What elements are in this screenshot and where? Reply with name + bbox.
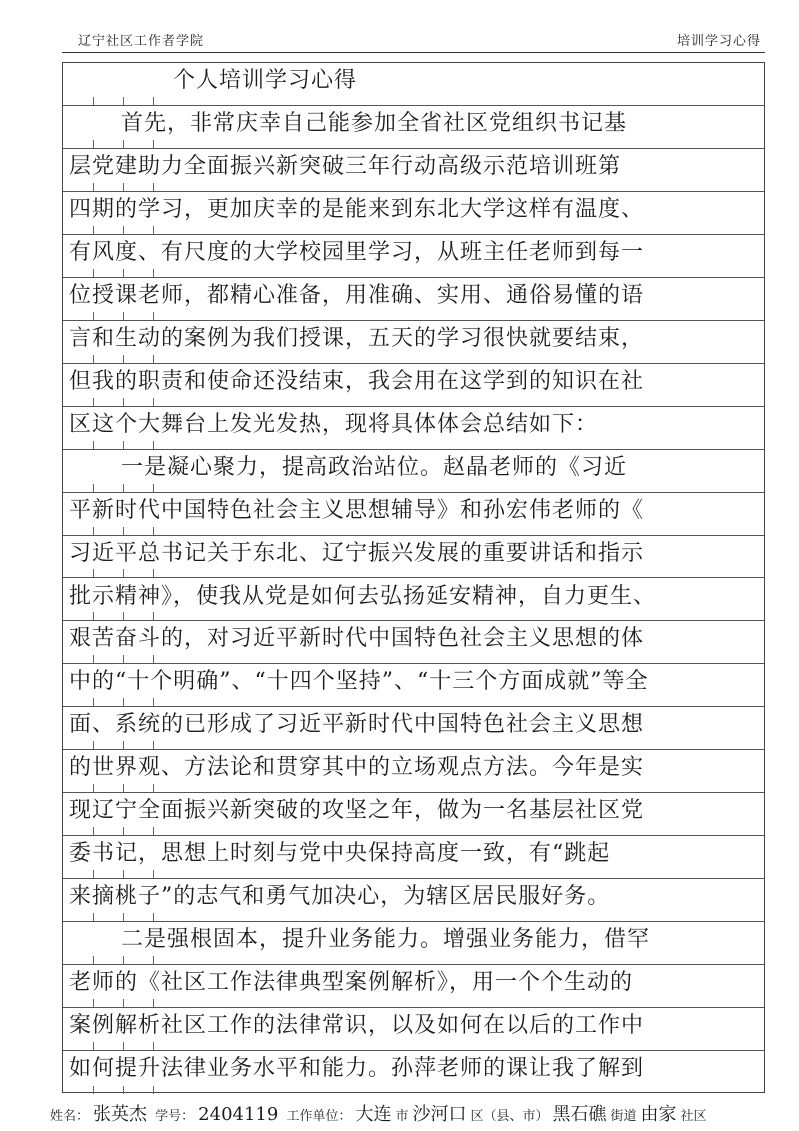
essay-line-row: [63, 579, 764, 622]
grid-tick: [123, 741, 124, 749]
grid-tick: [123, 569, 124, 577]
essay-line: 的世界观、方法论和贯穿其中的立场观点方法。今年是实: [69, 755, 645, 781]
grid-tick: [93, 183, 94, 191]
grid-tick: [153, 183, 154, 191]
city-value: 大连: [355, 1104, 392, 1125]
name-label: 姓名：: [50, 1109, 90, 1124]
essay-line-row: [63, 836, 764, 879]
student-id-label: 学号：: [155, 1109, 195, 1124]
essay-line-row: [63, 621, 764, 664]
community-value: 由家: [640, 1104, 677, 1125]
essay-line-row: [63, 235, 764, 278]
grid-tick: [123, 355, 124, 363]
essay-line: 案例解析社区工作的法律常识，以及如何在以后的工作中: [69, 1013, 645, 1039]
essay-line: 现辽宁全面振兴新突破的攻坚之年，做为一名基层社区党: [69, 798, 645, 824]
grid-tick: [93, 698, 94, 706]
grid-tick: [123, 1042, 124, 1050]
essay-line-row: [63, 450, 764, 493]
grid-tick: [153, 870, 154, 878]
grid-tick: [123, 698, 124, 706]
grid-tick: [93, 398, 94, 406]
grid-tick: [93, 655, 94, 663]
grid-tick: [93, 97, 94, 105]
essay-line: 委书记，思想上时刻与党中央保持高度一致，有“跳起: [69, 841, 611, 867]
essay-line: 来摘桃子”的志气和勇气加决心，为辖区居民服好务。: [69, 884, 611, 910]
grid-tick: [123, 827, 124, 835]
grid-tick: [153, 441, 154, 449]
essay-line: 四期的学习，更加庆幸的是能来到东北大学这样有温度、: [69, 196, 645, 222]
grid-tick: [153, 97, 154, 105]
grid-tick: [93, 1086, 94, 1094]
grid-tick: [123, 870, 124, 878]
student-info-footer: [50, 1100, 765, 1126]
essay-line-row: [63, 407, 764, 450]
grid-tick: [93, 312, 94, 320]
essay-line-row: [63, 879, 764, 922]
grid-tick: [123, 913, 124, 921]
essay-title-row: [63, 63, 764, 106]
essay-line: 习近平总书记关于东北、辽宁振兴发展的重要讲话和指示: [69, 540, 645, 566]
grid-tick: [153, 569, 154, 577]
essay-line: 批示精神》，使我从党是如何去弘扬延安精神，自力更生、: [69, 583, 657, 609]
district-value: 沙河口: [412, 1104, 467, 1125]
essay-line: 层党建助力全面振兴新突破三年行动高级示范培训班第: [69, 153, 622, 179]
grid-tick: [153, 1086, 154, 1094]
essay-line: 老师的《社区工作法律典型案例解析》，用一个个生动的: [69, 970, 634, 996]
header-rule: [62, 52, 765, 53]
grid-tick: [123, 999, 124, 1007]
grid-tick: [93, 140, 94, 148]
grid-tick: [93, 612, 94, 620]
essay-line-row: [63, 1008, 764, 1051]
grid-tick: [93, 226, 94, 234]
essay-line-row: [63, 321, 764, 364]
grid-tick: [123, 784, 124, 792]
essay-line: 一是凝心聚力，提高政治站位。赵晶老师的《习近: [121, 454, 628, 480]
grid-tick: [123, 612, 124, 620]
community-label: 社区: [680, 1109, 707, 1124]
grid-tick: [93, 999, 94, 1007]
grid-tick: [153, 999, 154, 1007]
grid-tick: [153, 698, 154, 706]
city-label: 市: [395, 1109, 409, 1124]
essay-line: 有风度、有尺度的大学校园里学习，从班主任老师到每一: [69, 239, 645, 265]
grid-tick: [93, 484, 94, 492]
grid-tick: [93, 827, 94, 835]
essay-line: 如何提升法律业务水平和能力。孙萍老师的课让我了解到: [69, 1056, 645, 1082]
grid-tick: [123, 97, 124, 105]
grid-tick: [93, 956, 94, 964]
essay-line: 首先，非常庆幸自己能参加全省社区党组织书记基: [121, 110, 628, 136]
grid-tick: [153, 484, 154, 492]
essay-title: 个人培训学习心得: [173, 68, 358, 93]
grid-tick: [123, 441, 124, 449]
essay-line: 位授课老师，都精心准备，用准确、实用、通俗易懂的语: [69, 282, 645, 308]
essay-line: 艰苦奋斗的，对习近平新时代中国特色社会主义思想的体: [69, 626, 645, 652]
grid-tick: [153, 913, 154, 921]
grid-tick: [153, 612, 154, 620]
essay-line: 面、系统的已形成了习近平新时代中国特色社会主义思想: [69, 712, 645, 738]
grid-tick: [123, 398, 124, 406]
student-id-value: 2404119: [198, 1104, 279, 1125]
grid-tick: [153, 784, 154, 792]
essay-line-row: [63, 664, 764, 707]
essay-line: 但我的职责和使命还没结束，我会用在这学到的知识在社: [69, 368, 645, 394]
essay-line-row: [63, 1051, 764, 1094]
grid-tick: [93, 913, 94, 921]
grid-tick: [153, 956, 154, 964]
essay-line-row: [63, 965, 764, 1008]
essay-line-row: [63, 793, 764, 836]
grid-tick: [123, 140, 124, 148]
grid-tick: [123, 655, 124, 663]
essay-line-row: [63, 192, 764, 235]
essay-line-row: [63, 149, 764, 192]
grid-tick: [153, 140, 154, 148]
essay-line-row: [63, 493, 764, 536]
essay-line: 中的“十个明确”、“十四个坚持”、“十三个方面成就”等全: [69, 669, 649, 695]
essay-line-row: [63, 707, 764, 750]
essay-line-row: [63, 106, 764, 149]
essay-line-row: [63, 922, 764, 965]
ruled-writing-sheet: [62, 62, 765, 1093]
grid-tick: [93, 269, 94, 277]
grid-tick: [123, 312, 124, 320]
essay-line-row: [63, 536, 764, 579]
name-value: 张英杰: [93, 1104, 148, 1125]
grid-tick: [93, 527, 94, 535]
grid-tick: [123, 527, 124, 535]
grid-tick: [123, 226, 124, 234]
grid-tick: [93, 355, 94, 363]
grid-tick: [153, 269, 154, 277]
grid-tick: [153, 527, 154, 535]
essay-line: 平新时代中国特色社会主义思想辅导》和孙宏伟老师的《: [69, 497, 645, 523]
essay-line-row: [63, 278, 764, 321]
grid-tick: [123, 269, 124, 277]
essay-line: 言和生动的案例为我们授课，五天的学习很快就要结束，: [69, 325, 645, 351]
grid-tick: [123, 1086, 124, 1094]
grid-tick: [93, 741, 94, 749]
essay-line: 区这个大舞台上发光发热，现将具体体会总结如下：: [69, 411, 599, 437]
essay-line: 二是强根固本，提升业务能力。增强业务能力，借罕: [121, 927, 651, 953]
grid-tick: [153, 1042, 154, 1050]
grid-tick: [153, 226, 154, 234]
work-unit-label: 工作单位：: [286, 1109, 352, 1124]
grid-tick: [123, 484, 124, 492]
grid-tick: [93, 1042, 94, 1050]
document-type-header: 培训学习心得: [676, 34, 761, 49]
institution-header: 辽宁社区工作者学院: [78, 34, 205, 49]
grid-tick: [153, 312, 154, 320]
grid-tick: [123, 956, 124, 964]
grid-tick: [153, 398, 154, 406]
grid-tick: [93, 569, 94, 577]
street-value: 黑石礁: [552, 1104, 607, 1125]
grid-tick: [93, 870, 94, 878]
district-label: 区（县、市）: [470, 1109, 549, 1124]
grid-tick: [153, 355, 154, 363]
grid-tick: [153, 827, 154, 835]
street-label: 街道: [610, 1109, 637, 1124]
grid-tick: [153, 655, 154, 663]
grid-tick: [123, 183, 124, 191]
essay-line-row: [63, 750, 764, 793]
grid-tick: [153, 741, 154, 749]
grid-tick: [93, 441, 94, 449]
essay-line-row: [63, 364, 764, 407]
grid-tick: [93, 784, 94, 792]
